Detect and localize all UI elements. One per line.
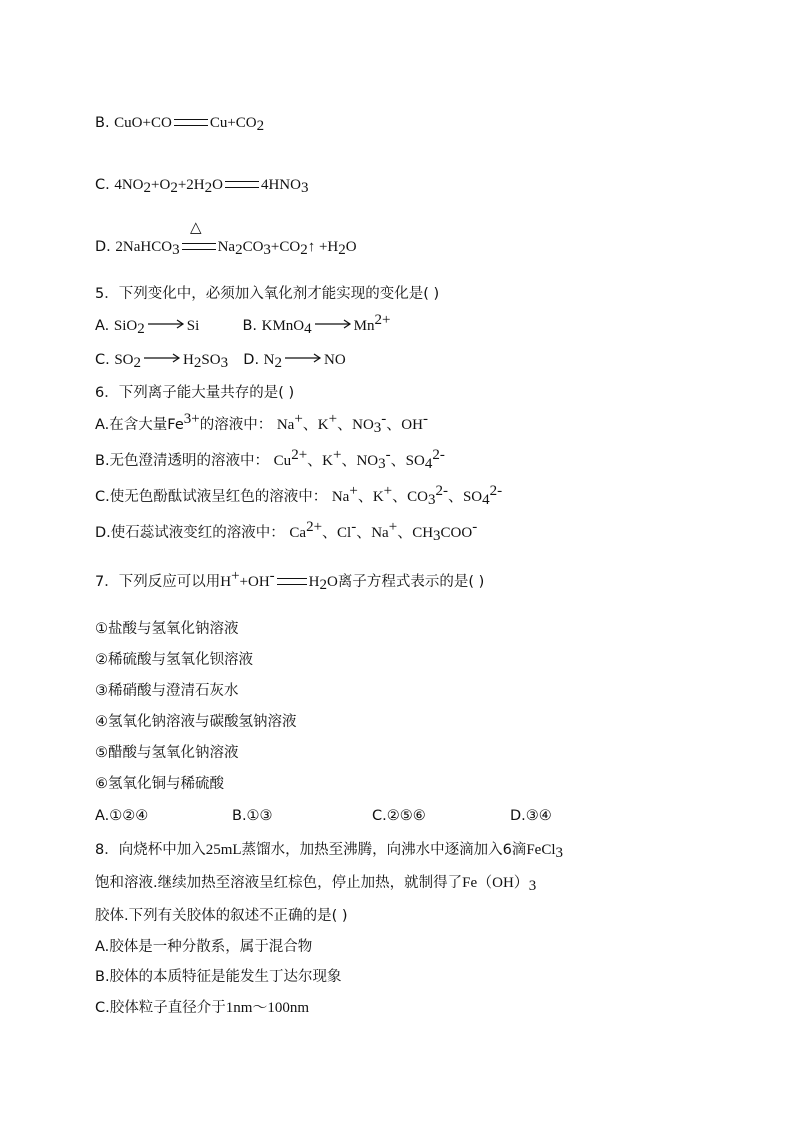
subscript: 2 <box>143 180 152 196</box>
subscript: 2 <box>137 321 145 337</box>
subscript: 2 <box>256 118 265 134</box>
question-6-stem: 6．下列离子能大量共存的是( ) <box>95 385 295 401</box>
superscript: - <box>385 447 391 463</box>
question-8-stem-line2 <box>95 873 536 893</box>
question-5-options-cd <box>95 350 346 370</box>
formula: +2H <box>177 177 205 193</box>
option-d: D.③④ <box>510 808 552 824</box>
subscript: 2 <box>338 242 346 258</box>
stem-text: 7．下列反应可以用 <box>95 574 221 590</box>
stem-text: 离子方程式表示的是( ) <box>337 574 485 590</box>
superscript: + <box>388 519 398 535</box>
option-label: B. <box>242 318 262 334</box>
ion: 、K <box>302 417 329 433</box>
superscript: 2+ <box>291 447 308 463</box>
formula: ↑ +H <box>307 239 339 255</box>
superscript: 3+ <box>183 411 200 427</box>
arrow-right-icon <box>314 318 352 330</box>
option-text: 的溶液中： <box>199 417 273 433</box>
equals-sign <box>277 578 307 585</box>
size-range: 1nm～100nm <box>225 1000 310 1016</box>
subscript: 3 <box>220 355 229 371</box>
formula: Fe（OH） <box>462 875 529 891</box>
products: Cu+CO <box>209 115 257 131</box>
list-item: ⑥氢氧化铜与稀硫酸 <box>95 776 224 792</box>
option-6c <box>95 483 503 508</box>
option-label: C. <box>95 177 115 193</box>
list-item: ②稀硫酸与氢氧化钡溶液 <box>95 652 253 668</box>
superscript: + <box>294 411 303 427</box>
superscript: - <box>381 411 387 427</box>
superscript: + <box>231 568 240 584</box>
formula: Na <box>217 239 236 255</box>
ion: H <box>220 574 232 590</box>
option-6b <box>95 447 445 472</box>
arrow-right-icon <box>143 352 181 364</box>
reactants: CuO+CO <box>114 115 172 131</box>
equals-sign <box>225 181 259 188</box>
question-8-stem-line1 <box>95 840 563 860</box>
subscript: 2 <box>204 180 213 196</box>
option-4c <box>95 175 308 195</box>
superscript: + <box>328 411 338 427</box>
option-label: D. <box>243 352 264 368</box>
superscript: 2+ <box>306 519 323 535</box>
formula: H <box>308 574 320 590</box>
ion: Ca <box>289 525 307 541</box>
stem-text: 饱和溶液.继续加热至溶液呈红棕色，停止加热，就制得了 <box>95 875 463 891</box>
ion: 、OH <box>386 417 423 433</box>
option-label: B. <box>95 115 115 131</box>
formula: H <box>183 352 194 368</box>
arrow-right-icon <box>284 352 322 364</box>
ion: 、NO <box>341 453 379 469</box>
superscript: + <box>349 483 358 499</box>
superscript: 2- <box>432 447 445 463</box>
option-text: C.胶体粒子直径介于 <box>95 1000 226 1016</box>
subscript: 2 <box>133 355 142 371</box>
ion: COO <box>440 525 473 541</box>
question-7-stem <box>95 568 485 593</box>
formula: CO <box>242 239 264 255</box>
option-8a: A.胶体是一种分散系，属于混合物 <box>95 939 313 955</box>
ion: 、Cl <box>322 525 352 541</box>
option-label: D. <box>95 239 116 255</box>
superscript: + <box>383 483 393 499</box>
subscript: 3 <box>172 242 180 258</box>
option-8c <box>95 998 309 1018</box>
formula: NO <box>324 352 346 368</box>
option-6a <box>95 411 428 436</box>
formula: O <box>327 574 338 590</box>
subscript: 3 <box>427 492 436 508</box>
subscript: 3 <box>378 456 386 472</box>
subscript: 4 <box>482 492 490 508</box>
formula: SO <box>114 352 134 368</box>
ion: Na <box>276 417 295 433</box>
superscript: - <box>351 519 357 535</box>
subscript: 4 <box>304 321 312 337</box>
option-text: B.无色澄清透明的溶液中： <box>95 453 270 469</box>
formula: Mn <box>353 318 375 334</box>
subscript: 2 <box>170 180 178 196</box>
ion: 、SO <box>447 489 483 505</box>
option-text: C.使无色酚酞试液呈红色的溶液中： <box>95 489 328 505</box>
option-4d <box>95 237 357 257</box>
stem-text: 8．向烧杯中加入 <box>95 842 206 858</box>
ion: 、K <box>357 489 384 505</box>
question-5-options-ab <box>95 312 391 337</box>
ion: Na <box>331 489 350 505</box>
formula: Si <box>186 318 200 334</box>
list-item: ④氢氧化钠溶液与碳酸氢钠溶液 <box>95 714 297 730</box>
ion: 、K <box>307 453 333 469</box>
subscript: 3 <box>373 420 382 436</box>
superscript: - <box>422 411 428 427</box>
list-item: ①盐酸与氢氧化钠溶液 <box>95 621 239 637</box>
subscript: 3 <box>263 242 271 258</box>
option-a: A.①②④ <box>95 808 149 824</box>
question-8-stem-line3: 胶体.下列有关胶体的叙述不正确的是( ) <box>95 908 348 924</box>
heat-condition-icon: △ <box>190 218 202 236</box>
superscript: - <box>472 519 478 535</box>
arrow-right-icon <box>147 318 185 330</box>
subscript: 3 <box>555 845 563 861</box>
formula: N <box>263 352 275 368</box>
formula: +O <box>151 177 171 193</box>
ion: 、SO <box>390 453 425 469</box>
products: 4HNO <box>260 177 301 193</box>
superscript: 2+ <box>374 312 391 328</box>
option-6d <box>95 519 478 544</box>
option-label: A. <box>95 318 114 334</box>
formula: SiO <box>113 318 138 334</box>
ion: +OH <box>239 574 270 590</box>
superscript: - <box>269 568 275 584</box>
equals-sign <box>174 119 208 126</box>
formula: SO <box>201 352 221 368</box>
subscript: 4 <box>424 456 433 472</box>
volume: 25mL <box>205 842 242 858</box>
option-text: D.使石蕊试液变红的溶液中： <box>95 525 285 541</box>
option-b: B.①③ <box>232 808 273 824</box>
subscript: 2 <box>300 242 308 258</box>
superscript: + <box>333 447 342 463</box>
subscript: 3 <box>300 180 309 196</box>
ion: 、CH <box>397 525 434 541</box>
superscript: 2- <box>489 483 503 499</box>
option-4b <box>95 113 264 133</box>
ion: Cu <box>273 453 292 469</box>
equals-sign <box>182 243 216 250</box>
formula: FeCl <box>526 842 556 858</box>
superscript: 2- <box>435 483 448 499</box>
question-7-options <box>95 806 552 826</box>
subscript: 3 <box>528 878 537 894</box>
subscript: 2 <box>235 242 243 258</box>
formula: +CO <box>270 239 301 255</box>
formula: KMnO <box>261 318 305 334</box>
option-text: A.在含大量Fe <box>95 417 184 433</box>
ion: 、NO <box>337 417 374 433</box>
subscript: 3 <box>433 528 441 544</box>
question-5-stem: 5．下列变化中，必须加入氧化剂才能实现的变化是( ) <box>95 286 440 302</box>
list-item: ③稀硝酸与澄清石灰水 <box>95 683 239 699</box>
ion: 、Na <box>356 525 389 541</box>
formula: 4NO <box>114 177 144 193</box>
stem-text: 蒸馏水，加热至沸腾，向沸水中逐滴加入6滴 <box>241 842 527 858</box>
formula: O <box>212 177 223 193</box>
subscript: 2 <box>319 577 328 593</box>
subscript: 2 <box>193 355 202 371</box>
formula: O <box>345 239 357 255</box>
option-c: C.②⑤⑥ <box>372 808 426 824</box>
option-8b: B.胶体的本质特征是能发生丁达尔现象 <box>95 969 342 985</box>
subscript: 2 <box>274 355 283 371</box>
option-label: C. <box>95 352 115 368</box>
ion: 、CO <box>392 489 428 505</box>
formula: 2NaHCO <box>115 239 173 255</box>
list-item: ⑤醋酸与氢氧化钠溶液 <box>95 745 239 761</box>
